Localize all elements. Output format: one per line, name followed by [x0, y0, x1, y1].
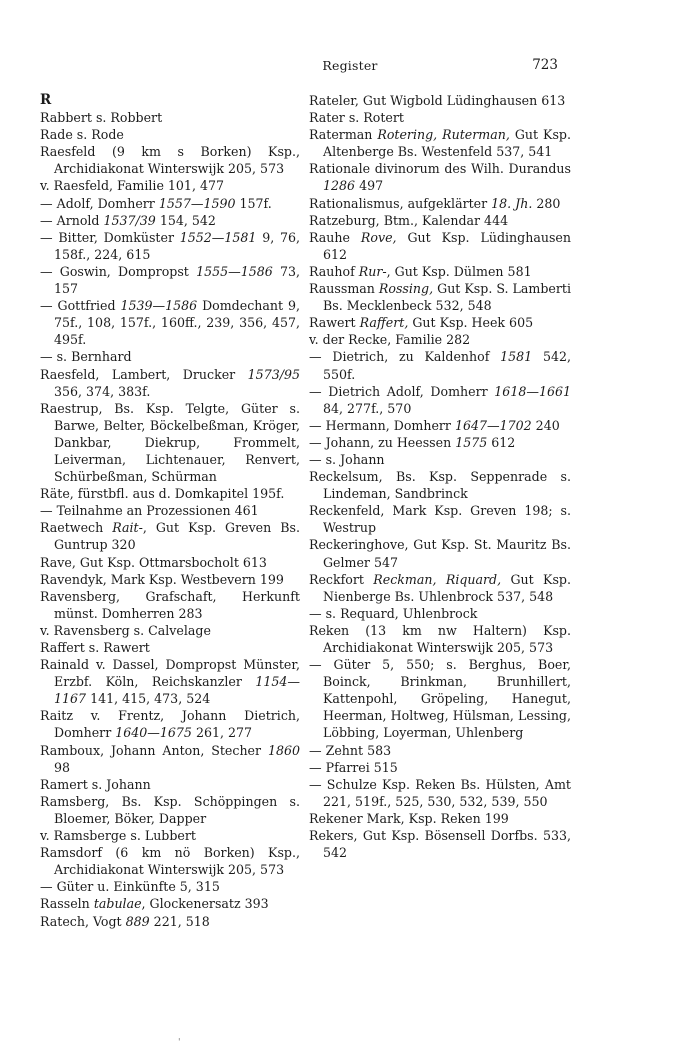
index-entry: — Johann, zu Heessen 1575 612 — [309, 434, 516, 450]
index-entry: Ravendyk, Mark Ksp. Westbevern 199 — [40, 571, 284, 587]
running-header-title: Register — [322, 58, 378, 73]
index-entry: Ramboux, Johann Anton, Stecher 1860 98 — [40, 742, 300, 775]
footer-mark: ' — [178, 1038, 181, 1048]
index-entry: Ravensberg, Grafschaft, Herkunft münst. Domherren 283 — [40, 588, 300, 621]
index-entry: — Arnold 1537/39 154, 542 — [40, 212, 216, 228]
index-column-right — [309, 92, 571, 861]
index-entry: Reckeringhove, Gut Ksp. St. Mauritz Bs. Gelmer 547 — [309, 537, 571, 570]
index-entry: Ramsdorf (6 km nö Borken) Ksp., Archidiakonat Winterswijk 205, 573 — [40, 845, 300, 878]
index-entry: Raesfeld, Lambert, Drucker 1573/95 356, 374, 383f. — [40, 366, 300, 399]
index-entry: Reckelsum, Bs. Ksp. Seppenrade s. Lindeman, Sandbrinck — [309, 469, 571, 502]
index-entry: Rawert Raffert, Gut Ksp. Heek 605 — [309, 315, 534, 331]
index-entry: Reckenfeld, Mark Ksp. Greven 198; s. Westrup — [309, 503, 571, 536]
index-entry: Rave, Gut Ksp. Ottmarsbocholt 613 — [40, 554, 267, 570]
index-entry: Rabbert s. Robbert — [40, 110, 163, 126]
index-entry: — Schulze Ksp. Reken Bs. Hülsten, Amt 221, 519f., 525, 530, 532, 539, 550 — [309, 776, 571, 809]
index-entry: Raussman Rossing, Gut Ksp. S. Lamberti Bs. Mecklenbeck 532, 548 — [309, 281, 571, 314]
index-entry: — Hermann, Domherr 1647—1702 240 — [309, 417, 560, 433]
index-entry: — Güter u. Einkünfte 5, 315 — [40, 879, 220, 895]
index-entry: Raetwech Rait-, Gut Ksp. Greven Bs. Guntrup 320 — [40, 520, 300, 553]
index-entry: Ramert s. Johann — [40, 776, 151, 792]
index-entry: — s. Requard, Uhlenbrock — [309, 605, 478, 621]
index-entry: — Pfarrei 515 — [309, 759, 398, 775]
index-entry: — Gottfried 1539—1586 Domdechant 9, 75f., 108, 157f., 160ff., 239, 356, 457, 495f. — [40, 298, 300, 348]
index-entry: Raterman Rotering, Ruterman, Gut Ksp. Altenberge Bs. Westenfeld 537, 541 — [309, 127, 571, 160]
index-entry: Rater s. Rotert — [309, 110, 404, 126]
page-number: 723 — [532, 57, 558, 73]
index-entry: — Zehnt 583 — [309, 742, 392, 758]
index-entry: Ratzeburg, Btm., Kalendar 444 — [309, 212, 509, 228]
index-entry: v. der Recke, Familie 282 — [309, 332, 471, 348]
index-entry: — Dietrich, zu Kaldenhof 1581 542, 550f. — [309, 349, 571, 382]
index-entry: — s. Bernhard — [40, 349, 132, 365]
index-entry: — Bitter, Domküster 1552—1581 9, 76, 158f., 224, 615 — [40, 229, 300, 262]
index-entry: Ramsberg, Bs. Ksp. Schöppingen s. Bloemer, Böker, Dapper — [40, 793, 300, 826]
index-entry: Rekener Mark, Ksp. Reken 199 — [309, 810, 509, 826]
index-entry: Raffert s. Rawert — [40, 640, 150, 655]
index-entry: Raestrup, Bs. Ksp. Telgte, Güter s. Barwe, Belter, Böckelbeßman, Kröger, Dankbar, Diekrup, Frommelt, Leiverman, Lichtenauer, Renvert, Schürbeßman, Schürman — [40, 400, 300, 485]
index-entry: — Goswin, Dompropst 1555—1586 73, 157 — [40, 263, 300, 297]
index-entry: Rationale divinorum des Wilh. Durandus 1286 497 — [309, 161, 571, 194]
index-entry: — Adolf, Domherr 1557—1590 157f. — [40, 195, 272, 211]
index-entry: v. Ravensberg s. Calvelage — [40, 622, 211, 638]
index-entry: Rauhe Rove, Gut Ksp. Lüdinghausen 612 — [309, 229, 571, 262]
right-entry-list — [309, 92, 571, 861]
index-entry: Rationalismus, aufgeklärter 18. Jh. 280 — [309, 195, 561, 211]
index-entry: Raesfeld (9 km s Borken) Ksp., Archidiakonat Winterswijk 205, 573 — [40, 144, 300, 177]
index-entry: Rainald v. Dassel, Dompropst Münster, Erzbf. Köln, Reichskanzler 1154—1167 141, 415, 473, 524 — [40, 657, 300, 707]
index-entry: v. Ramsberge s. Lubbert — [40, 828, 196, 844]
index-entry: Rade s. Rode — [40, 127, 124, 143]
index-entry: Rasseln tabulae, Glockenersatz 393 — [40, 896, 269, 912]
index-entry: Räte, fürstbfl. aus d. Domkapitel 195f. — [40, 486, 285, 502]
index-entry: Ratech, Vogt 889 221, 518 — [40, 913, 210, 929]
index-entry: Reckfort Reckman, Riquard, Gut Ksp. Nienberge Bs. Uhlenbrock 537, 548 — [309, 571, 571, 604]
index-entry: Rauhof Rur-, Gut Ksp. Dülmen 581 — [309, 263, 532, 279]
index-entry: — Güter 5, 550; s. Berghus, Boer, Boinck, Brinkman, Brunhillert, Kattenpohl, Gröpeling, Hanegut, Heerman, Holtweg, Hülsman, Lessing, Löbbing, Loyerman, Uhlenberg — [309, 657, 571, 741]
index-entry: Rekers, Gut Ksp. Bösensell Dorfbs. 533, 542 — [309, 828, 571, 861]
index-entry: Reken (13 km nw Haltern) Ksp. Archidiakonat Winterswijk 205, 573 — [309, 622, 571, 655]
index-entry: Raitz v. Frentz, Johann Dietrich, Domherr 1640—1675 261, 277 — [40, 708, 300, 741]
section-letter: R — [40, 92, 52, 108]
index-entry: — s. Johann — [309, 451, 385, 467]
index-column-left — [40, 92, 300, 930]
index-entry: v. Raesfeld, Familie 101, 477 — [40, 178, 224, 194]
left-entry-list — [40, 109, 300, 930]
index-entry: — Dietrich Adolf, Domherr 1618—1661 84, 277f., 570 — [309, 383, 571, 416]
index-entry: — Teilnahme an Prozessionen 461 — [40, 503, 259, 519]
index-entry: Rateler, Gut Wigbold Lüdinghausen 613 — [309, 93, 566, 108]
